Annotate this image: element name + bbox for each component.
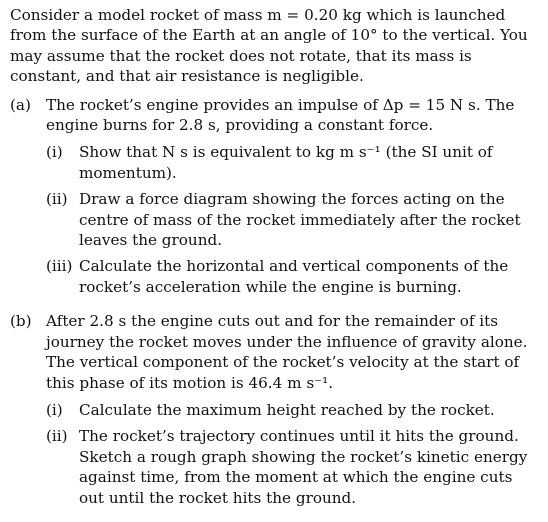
part-body [46,95,540,304]
question-intro: Consider a model rocket of mass m = 0.20 kg which is launched from the surface of the Earth at an angle of 10° to the vertical. You may assume that the rocket does not rotate, that its mass is constant, and that air resistance is negligible. [10,6,528,86]
subpart-b-ii [46,426,540,508]
subpart-label: (iii) [46,257,73,276]
subpart-label: (ii) [46,190,68,209]
part-body [46,311,540,514]
subpart-a-iii [46,256,540,297]
subpart-a-i [46,142,540,183]
part-label: (a) [10,95,31,114]
subpart-a-ii [46,189,540,250]
subpart-label: (ii) [46,427,68,446]
part-text: The rocket’s engine provides an impulse of Δp = 15 N s. The engine burns for 2.8 s, providing a constant force. [46,95,515,135]
subpart-b-i [46,400,540,420]
subpart-label: (i) [46,400,63,419]
part-label: (b) [10,312,32,331]
part-b [10,311,540,514]
subpart-text: Show that N s is equivalent to kg m s⁻¹ (the SI unit of momentum). [79,143,493,182]
question-document [10,5,540,522]
subpart-text: Calculate the horizontal and vertical components of the rocket’s acceleration while the engine is burning. [79,257,509,296]
part-a [10,95,540,304]
part-text: After 2.8 s the engine cuts out and for the remainder of its journey the rocket moves under the influence of gravity alone. The vertical component of the rocket’s velocity at the start of this phase of its motion is 46.4 m s⁻¹. [46,312,528,392]
subpart-text: The rocket’s trajectory continues until it hits the ground. Sketch a rough graph showing the rocket’s kinetic energy against time, from the moment at which the engine cuts out until the rocket hits the ground. [79,427,528,507]
subpart-text: Draw a force diagram showing the forces acting on the centre of mass of the rocket immediately after the rocket leaves the ground. [79,190,521,250]
subpart-label: (i) [46,143,63,162]
subpart-text: Calculate the maximum height reached by the rocket. [79,400,495,419]
